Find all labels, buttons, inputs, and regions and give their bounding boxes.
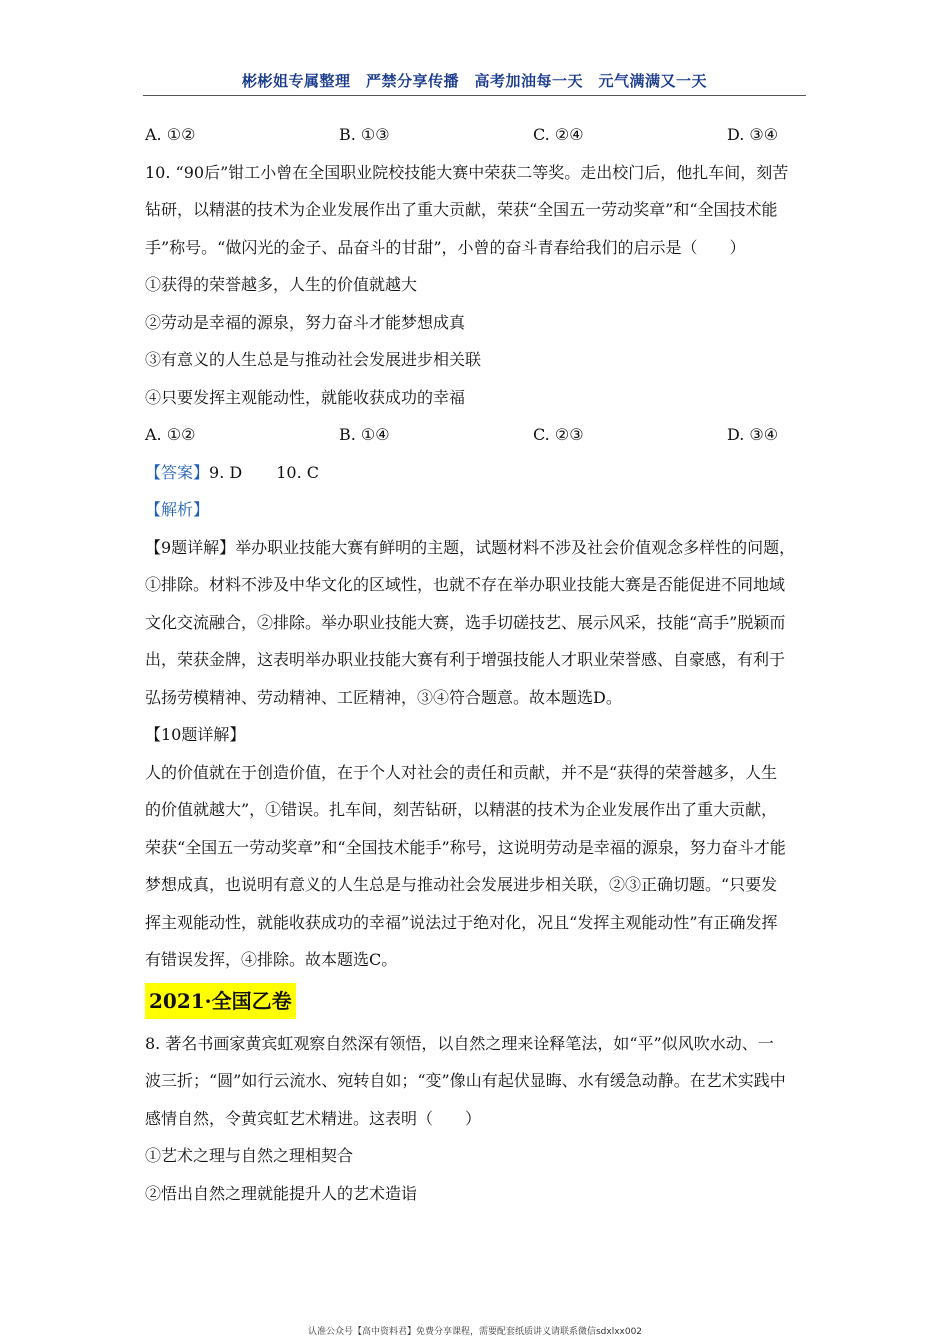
- analysis-line: [145, 491, 810, 529]
- q8-stem-line: 8. 著名书画家黄宾虹观察自然深有领悟，以自然之理来诠释笔法，如“平”似风吹水动、一: [145, 1033, 774, 1053]
- q10-option-d: D. ③④: [727, 425, 779, 444]
- detail9-line: 文化交流融合，②排除。举办职业技能大赛，选手切磋技艺、展示风采，技能“高手”脱颖而: [145, 612, 786, 632]
- analysis-tag: 【解析】: [145, 500, 210, 519]
- q10-stem-line: 手”称号。“做闪光的金子、品奋斗的甘甜”，小曾的奋斗青春给我们的启示是（ ）: [145, 237, 746, 257]
- q10-choice-1: ①获得的荣誉越多，人生的价值就越大: [145, 275, 418, 294]
- detail10-line: 挥主观能动性，就能收获成功的幸福”说法过于绝对化，况且“发挥主观能动性”有正确发挥: [145, 912, 778, 932]
- detail9-line: ①排除。材料不涉及中华文化的区域性，也就不存在举办职业技能大赛是否能促进不同地域: [145, 575, 786, 594]
- q9-option-b: B. ①③: [339, 125, 390, 144]
- detail9-line: 出，荣获金牌，这表明举办职业技能大赛有利于增强技能人才职业荣誉感、自豪感，有利于: [145, 650, 786, 669]
- page-footer: 认准公众号【高中资料君】免费分享课程，需要配套纸质讲义请联系微信sdxlxx002: [307, 1327, 643, 1337]
- q8-choice-1: ①艺术之理与自然之理相契合: [145, 1146, 354, 1165]
- q9-option-a: A. ①②: [145, 125, 196, 144]
- detail10-title: 【10题详解】: [145, 725, 246, 744]
- q8-stem-line: 波三折；“圆”如行云流水、宛转自如；“变”像山有起伏显晦、水有缓急动静。在艺术实践中: [145, 1071, 786, 1090]
- section-heading: 2021·全国乙卷: [145, 983, 296, 1019]
- q9-options: [145, 116, 810, 154]
- page-header: 彬彬姐专属整理 严禁分享传播 高考加油每一天 元气满满又一天: [241, 72, 707, 90]
- q10-choice-4: ④只要发挥主观能动性，就能收获成功的幸福: [145, 387, 466, 407]
- detail10-line: 梦想成真，也说明有意义的人生总是与推动社会发展进步相关联，②③正确切题。“只要发: [145, 875, 778, 894]
- document-body: [145, 116, 810, 1212]
- q10-option-c: C. ②③: [533, 425, 584, 444]
- answer-line: [145, 454, 810, 492]
- q8-choice-2: ②悟出自然之理就能提升人的艺术造诣: [145, 1183, 418, 1203]
- q10-choice-3: ③有意义的人生总是与推动社会发展进步相关联: [145, 350, 482, 369]
- answer-tag: 【答案】: [145, 462, 210, 482]
- header-divider: [143, 95, 806, 96]
- detail10-line: 人的价值就在于创造价值，在于个人对社会的责任和贡献，并不是“获得的荣誉越多，人生: [145, 762, 778, 782]
- answer-9: 9. D: [209, 462, 243, 482]
- detail9-line: 【9题详解】举办职业技能大赛有鲜明的主题，试题材料不涉及社会价值观念多样性的问题，: [145, 537, 796, 557]
- detail10-line: 荣获“全国五一劳动奖章”和“全国技术能手”称号，这说明劳动是幸福的源泉，努力奋斗才能: [145, 837, 786, 857]
- section-heading-wrap: [145, 979, 810, 1025]
- q10-choice-2: ②劳动是幸福的源泉，努力奋斗才能梦想成真: [145, 312, 466, 332]
- detail10-line: 有错误发挥，④排除。故本题选C。: [145, 950, 398, 969]
- answer-10: 10. C: [276, 462, 319, 482]
- q9-option-d: D. ③④: [727, 125, 779, 144]
- q10-stem-line: 10. “90后”钳工小曾在全国职业院校技能大赛中荣获二等奖。走出校门后，他扎车间，刻苦: [145, 162, 789, 182]
- q10-option-b: B. ①④: [339, 425, 390, 444]
- q9-option-c: C. ②④: [533, 125, 584, 144]
- q10-stem-line: 钻研，以精湛的技术为企业发展作出了重大贡献，荣获“全国五一劳动奖章”和“全国技术能: [145, 200, 778, 219]
- q10-option-a: A. ①②: [145, 425, 196, 444]
- q8-stem-line: 感情自然，令黄宾虹艺术精进。这表明（ ）: [145, 1108, 482, 1128]
- q10-options: [145, 416, 810, 454]
- detail9-line: 弘扬劳模精神、劳动精神、工匠精神，③④符合题意。故本题选D。: [145, 687, 622, 707]
- detail10-line: 的价值就越大”，①错误。扎车间，刻苦钻研，以精湛的技术为企业发展作出了重大贡献，: [145, 800, 778, 819]
